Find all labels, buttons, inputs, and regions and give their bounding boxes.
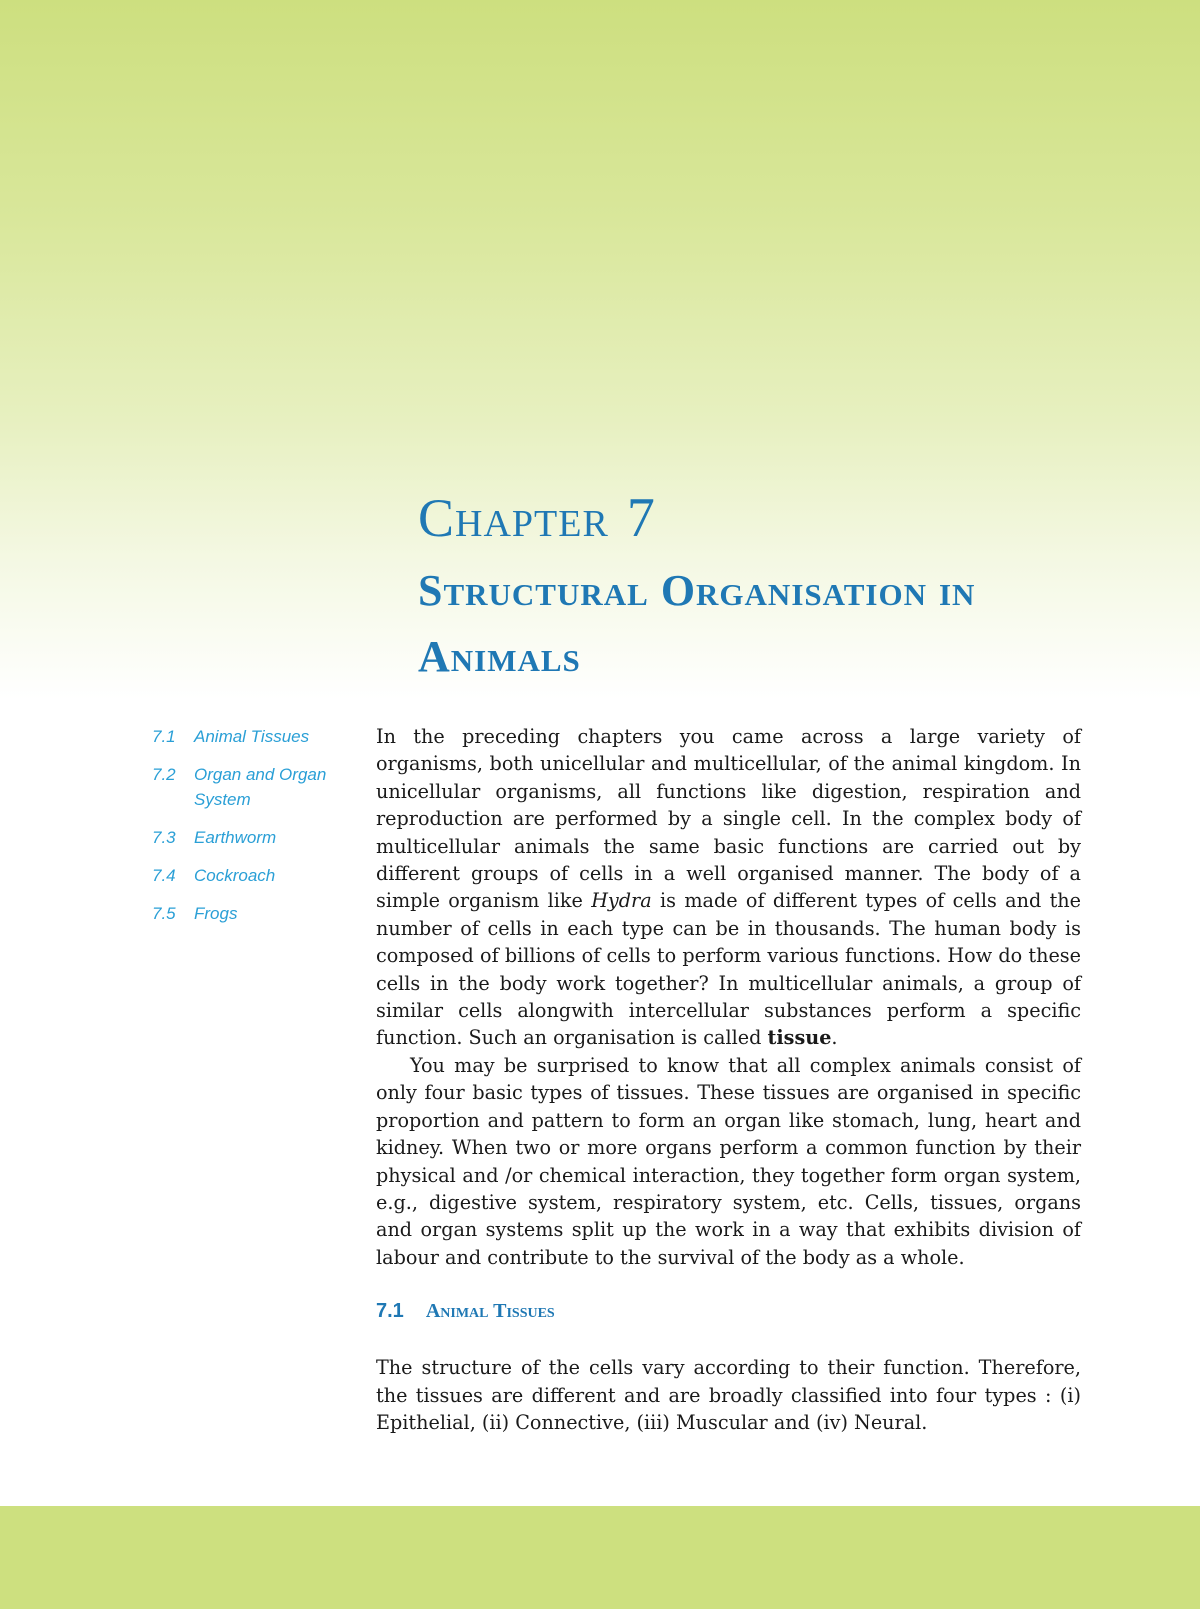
toc-number: 7.4 (152, 866, 176, 885)
toc-item[interactable] (152, 863, 357, 888)
toc-number: 7.1 (152, 727, 176, 746)
toc-label: Animal Tissues (194, 727, 310, 746)
toc-label: Earthworm (194, 828, 277, 847)
chapter-number: 7 (626, 487, 656, 549)
toc-item[interactable] (152, 825, 357, 850)
hydra-term: Hydra (591, 889, 652, 913)
toc-number: 7.5 (152, 904, 176, 923)
chapter-contents (152, 724, 357, 939)
toc-item[interactable] (152, 762, 357, 812)
section-heading (376, 1299, 1081, 1324)
chapter-heading (418, 488, 1138, 690)
toc-label: Organ and Organ System (194, 765, 327, 809)
toc-item[interactable] (152, 901, 357, 926)
toc-item[interactable] (152, 724, 357, 749)
tissue-term: tissue (767, 1026, 832, 1050)
toc-number: 7.3 (152, 828, 176, 847)
toc-number: 7.2 (152, 765, 176, 784)
main-text (376, 723, 1081, 1436)
intro-text-part1: In the preceding chapters you came across a large variety of organisms, both unicellular and multicellular, of the animal kingdom. In unicellular organisms, all functions like digestion, respiration and reproduction are performed by a single cell. In the complex body of multicellular animals the same basic functions are carried out by different groups of cells in a well organised manner. The body of a simple organism like (376, 725, 1081, 913)
toc-label: Cockroach (194, 866, 276, 885)
footer-band (0, 1506, 1200, 1609)
chapter-title-line1: Structural Organisation in (418, 566, 976, 615)
chapter-number-line (418, 488, 1138, 548)
chapter-title (418, 558, 1138, 690)
intro-text-part2: is made of different types of cells and the number of cells in each type can be in thousands. The human body is composed of billions of cells to perform various functions. How do these cells in the body work together? In multicellular animals, a group of similar cells alongwith intercellular substances perform a specific function. Such an organisation is called (376, 889, 1081, 1050)
intro-text-end: . (831, 1026, 838, 1050)
chapter-label: Chapter (418, 488, 609, 548)
section-title: Animal Tissues (425, 1300, 555, 1323)
section-number: 7.1 (376, 1300, 404, 1323)
toc-label: Frogs (194, 904, 238, 923)
section-paragraph: The structure of the cells vary according to their function. Therefore, the tissues are different and are broadly classified into four types : (i) Epithelial, (ii) Connective, (iii) Muscular and (iv) Neural. (376, 1356, 1081, 1434)
chapter-title-line2: Animals (418, 632, 581, 681)
intro-paragraph (376, 723, 1081, 1052)
tissues-paragraph: You may be surprised to know that all complex animals consist of only four basic types of tissues. These tissues are organised in specific proportion and pattern to form an organ like stomach, lung, heart and kidney. When two or more organs perform a common function by their physical and /or chemical interaction, they together form organ system, e.g., digestive system, respiratory system, etc. Cells, tissues, organs and organ systems split up the work in a way that exhibits division of labour and contribute to the survival of the body as a whole. (376, 1053, 1081, 1269)
